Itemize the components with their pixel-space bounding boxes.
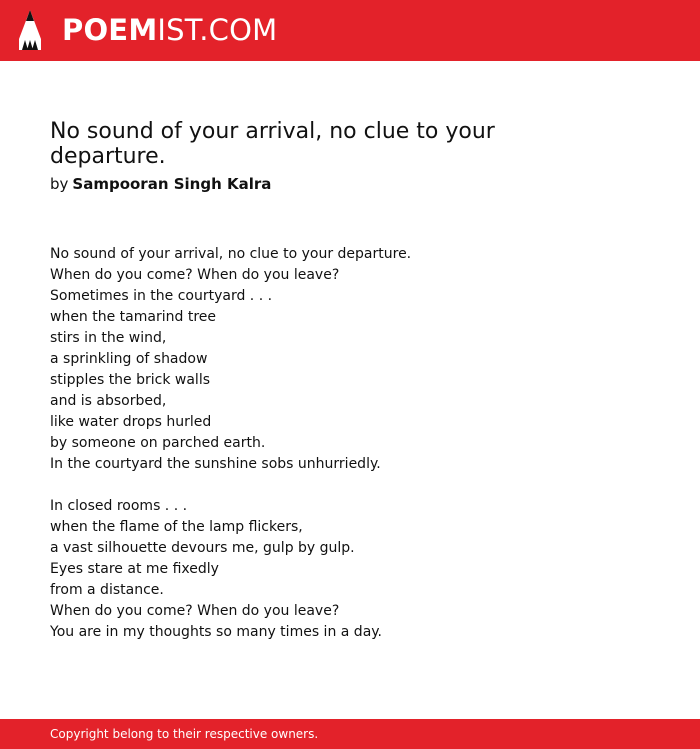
- site-footer: [0, 719, 700, 749]
- poem-line: from a distance.: [50, 582, 164, 598]
- poem-line: When do you come? When do you leave?: [50, 603, 340, 619]
- poem-line: In closed rooms . . .: [50, 498, 188, 514]
- stanza-2: [50, 496, 650, 643]
- pencil-logo-icon[interactable]: [17, 9, 43, 51]
- byline: [50, 174, 271, 194]
- poem-line: when the tamarind tree: [50, 309, 216, 325]
- by-label: by: [50, 175, 69, 193]
- poem-line: and is absorbed,: [50, 393, 167, 409]
- site-header: [0, 0, 700, 61]
- poem-line: by someone on parched earth.: [50, 435, 266, 451]
- poem-line: You are in my thoughts so many times in a day.: [50, 624, 383, 640]
- poem-body: [50, 244, 650, 664]
- stanza-1: [50, 244, 650, 475]
- poem-line: Sometimes in the courtyard . . .: [50, 288, 273, 304]
- poem-line: stipples the brick walls: [50, 372, 211, 388]
- site-logo[interactable]: [62, 12, 277, 48]
- poem-title: No sound of your arrival, no clue to your departure.: [50, 119, 495, 169]
- logo-text-light: IST.COM: [157, 13, 278, 47]
- poem-line: Eyes stare at me fixedly: [50, 561, 219, 577]
- poem-line: When do you come? When do you leave?: [50, 267, 340, 283]
- logo-text-bold: POEM: [62, 13, 158, 47]
- poem-line: a vast silhouette devours me, gulp by gulp.: [50, 540, 355, 556]
- poem-line: stirs in the wind,: [50, 330, 167, 346]
- poem-line: when the flame of the lamp flickers,: [50, 519, 303, 535]
- poem-line: No sound of your arrival, no clue to your departure.: [50, 246, 412, 262]
- copyright-notice: Copyright belong to their respective owners.: [50, 727, 319, 741]
- author-name: Sampooran Singh Kalra: [72, 175, 272, 193]
- poem-line: a sprinkling of shadow: [50, 351, 208, 367]
- poem-line: In the courtyard the sunshine sobs unhurriedly.: [50, 456, 381, 472]
- poem-line: like water drops hurled: [50, 414, 212, 430]
